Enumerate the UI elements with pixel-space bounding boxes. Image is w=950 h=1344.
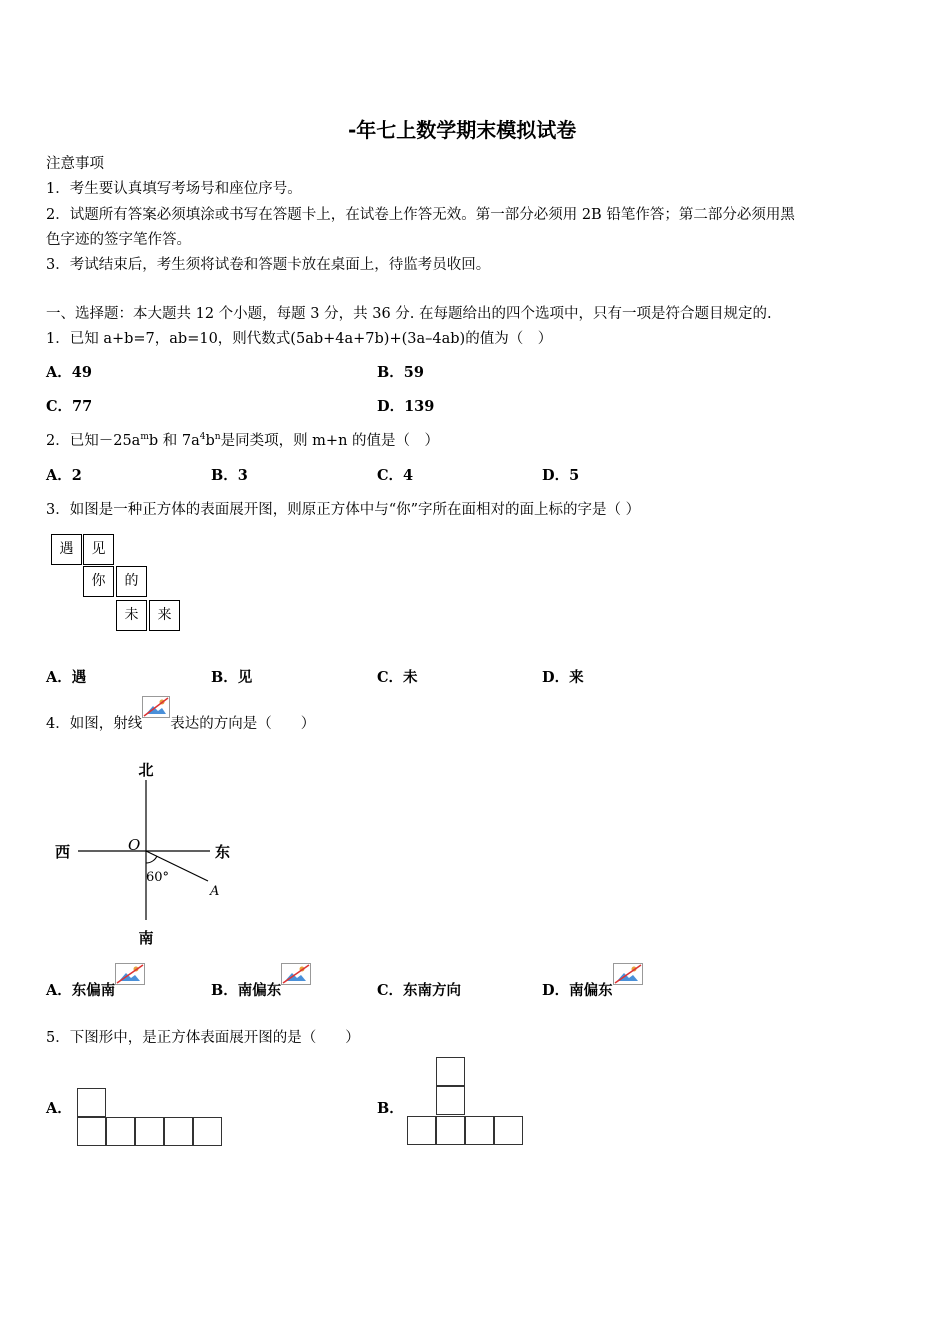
q4-option-d <box>542 979 641 1000</box>
question-4-stem <box>46 712 315 733</box>
q2-sup: 4 <box>199 432 206 443</box>
q5-option-a-label: A． <box>46 1100 72 1117</box>
net-square <box>193 1117 222 1146</box>
q3-option-b: B．见 <box>211 669 253 686</box>
q3-option-a: A．遇 <box>46 669 87 686</box>
net-square <box>77 1117 106 1146</box>
q4-option-b <box>211 979 309 1000</box>
net-square <box>436 1116 465 1145</box>
q2-stem-part: 是同类项，则 m+n 的值是（ ） <box>220 433 440 449</box>
net-cell: 未 <box>116 600 147 631</box>
net-cell: 见 <box>83 534 114 565</box>
q2-option-c: C．4 <box>377 467 414 484</box>
north-label: 北 <box>138 761 154 779</box>
q4-option-label: A．东偏南 <box>46 982 116 999</box>
angle-label: 60° <box>146 870 170 885</box>
net-cell: 遇 <box>51 534 82 565</box>
net-square <box>436 1057 465 1086</box>
notice-item: 3．考试结束后，考生须将试卷和答题卡放在桌面上，待监考员收回。 <box>46 257 491 273</box>
q1-option-b: B．59 <box>377 364 424 381</box>
q2-stem-part: 2．已知－25a <box>46 433 141 449</box>
notice-item: 色字迹的签字笔作答。 <box>46 232 191 248</box>
q4-stem-part: 表达的方向是（ ） <box>170 716 316 732</box>
net-square <box>494 1116 523 1145</box>
q2-sup: n <box>214 432 221 443</box>
q1-option-c: C．77 <box>46 398 93 415</box>
q3-option-c: C．未 <box>377 669 418 686</box>
south-label: 南 <box>138 929 154 947</box>
page-title: -年七上数学期末模拟试卷 <box>348 118 577 142</box>
net-square <box>407 1116 436 1145</box>
question-3-stem: 3．如图是一种正方体的表面展开图，则原正方体中与“你”字所在面相对的面上标的字是（ ） <box>46 502 641 518</box>
broken-image-icon <box>281 963 309 983</box>
net-cell: 的 <box>116 566 147 597</box>
q1-option-d: D．139 <box>377 398 435 415</box>
q2-option-b: B．3 <box>211 467 248 484</box>
net-cell: 来 <box>149 600 180 631</box>
notice-heading: 注意事项 <box>46 156 104 172</box>
q4-option-c: C．东南方向 <box>377 982 462 999</box>
origin-label: O <box>128 836 141 854</box>
q4-option-label: B．南偏东 <box>211 982 282 999</box>
q2-option-a: A．2 <box>46 467 82 484</box>
net-square <box>436 1086 465 1115</box>
q2-option-d: D．5 <box>542 467 580 484</box>
q3-option-d: D．来 <box>542 669 584 686</box>
q2-sup: m <box>140 432 149 443</box>
question-5-stem: 5．下图形中，是正方体表面展开图的是（ ） <box>46 1030 360 1046</box>
broken-image-icon <box>142 696 170 716</box>
q2-stem-part: b 和 7a <box>148 433 200 449</box>
notice-item: 2．试题所有答案必须填涂或书写在答题卡上，在试卷上作答无效。第一部分必须用 2B 铅笔作答；第二部分必须用黑 <box>46 207 795 223</box>
notice-item: 1．考生要认真填写考场号和座位序号。 <box>46 181 302 197</box>
q4-option-a <box>46 979 143 1000</box>
q5-option-b-label: B． <box>377 1100 404 1117</box>
question-2-stem <box>46 429 439 450</box>
q4-stem-part: 4．如图，射线 <box>46 716 143 732</box>
net-square <box>465 1116 494 1145</box>
net-square <box>164 1117 193 1146</box>
broken-image-icon <box>613 963 641 983</box>
direction-figure <box>50 755 250 950</box>
point-label: A <box>210 884 220 899</box>
west-label: 西 <box>55 843 71 861</box>
net-square <box>135 1117 164 1146</box>
broken-image-icon <box>115 963 143 983</box>
q2-stem-part: b <box>205 433 215 449</box>
question-1-stem: 1．已知 a+b=7，ab=10，则代数式(5ab+4a+7b)+(3a–4ab)的值为（ ） <box>46 331 553 347</box>
q1-option-a: A．49 <box>46 364 92 381</box>
q4-option-label: D．南偏东 <box>542 982 613 999</box>
net-square <box>77 1088 106 1117</box>
east-label: 东 <box>215 843 231 861</box>
section-heading: 一、选择题：本大题共 12 个小题，每题 3 分，共 36 分. 在每题给出的四个选项中，只有一项是符合题目规定的. <box>46 306 772 322</box>
net-square <box>106 1117 135 1146</box>
angle-arc <box>146 856 157 863</box>
net-cell: 你 <box>83 566 114 597</box>
